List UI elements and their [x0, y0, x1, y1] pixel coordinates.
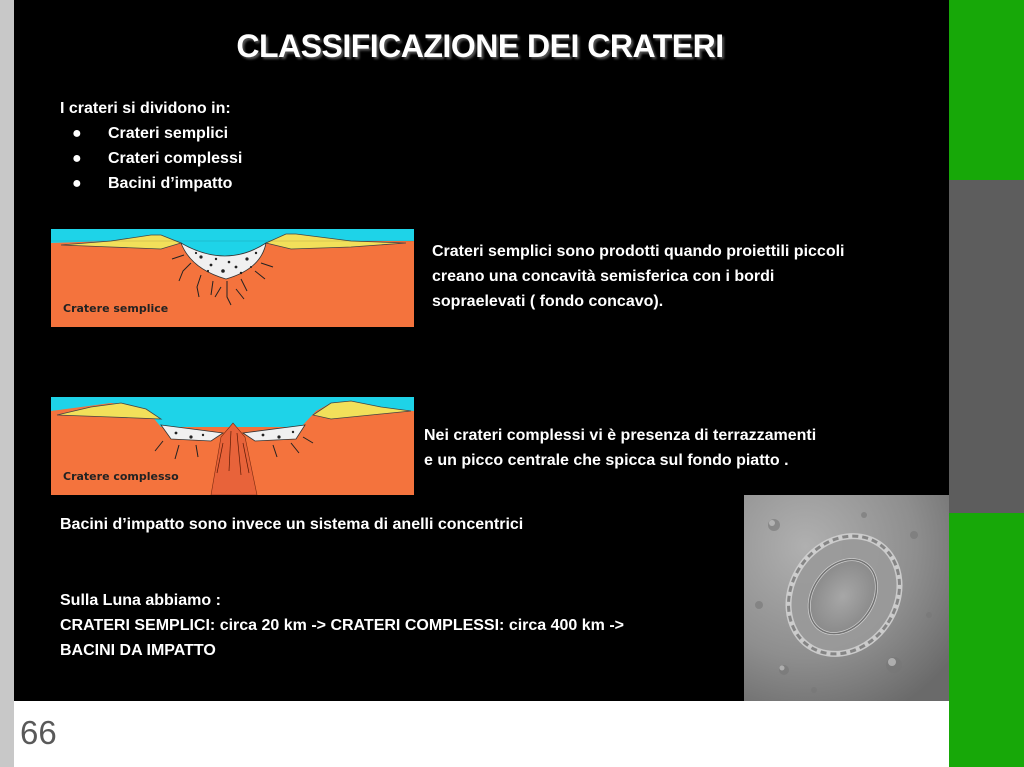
moon-summary: Sulla Luna abbiamo : CRATERI SEMPLICI: circa 20 km -> CRATERI COMPLESSI: circa 400 km -> BACINI DA IMPATTO — [60, 592, 625, 659]
crater-type-list — [60, 121, 242, 196]
list-item: ● Bacini d’impatto — [60, 171, 242, 196]
list-item: ● Crateri semplici — [60, 121, 242, 146]
accent-bar-middle — [949, 180, 1024, 513]
left-edge-strip — [0, 0, 14, 767]
simple-crater-description: Crateri semplici sono prodotti quando proiettili piccoli creano una concavità semisferica con i bordi sopraelevati ( fondo concavo). — [432, 243, 845, 310]
accent-bar-top — [949, 0, 1024, 180]
complex-crater-description: Nei crateri complessi vi è presenza di terrazzamenti e un picco centrale che spicca sul fondo piatto . — [424, 427, 817, 469]
accent-bar-bottom — [949, 513, 1024, 767]
simple-crater-diagram — [51, 229, 414, 327]
complex-crater-diagram — [51, 397, 414, 495]
list-item: ● Crateri complessi — [60, 146, 242, 171]
simple-crater-label: Cratere semplice — [63, 302, 169, 315]
complex-crater-label: Cratere complesso — [63, 470, 179, 483]
bullet-icon: ● — [72, 175, 82, 192]
intro-text: I crateri si dividono in: — [60, 100, 231, 117]
bullet-icon: ● — [72, 150, 82, 167]
page-number: 66 — [20, 714, 57, 751]
lunar-basin-photo — [744, 495, 949, 701]
basins-text: Bacini d’impatto sono invece un sistema di anelli concentrici — [60, 516, 524, 533]
bullet-icon: ● — [72, 125, 82, 142]
slide-title: CLASSIFICAZIONE DEI CRATERI — [236, 28, 724, 64]
